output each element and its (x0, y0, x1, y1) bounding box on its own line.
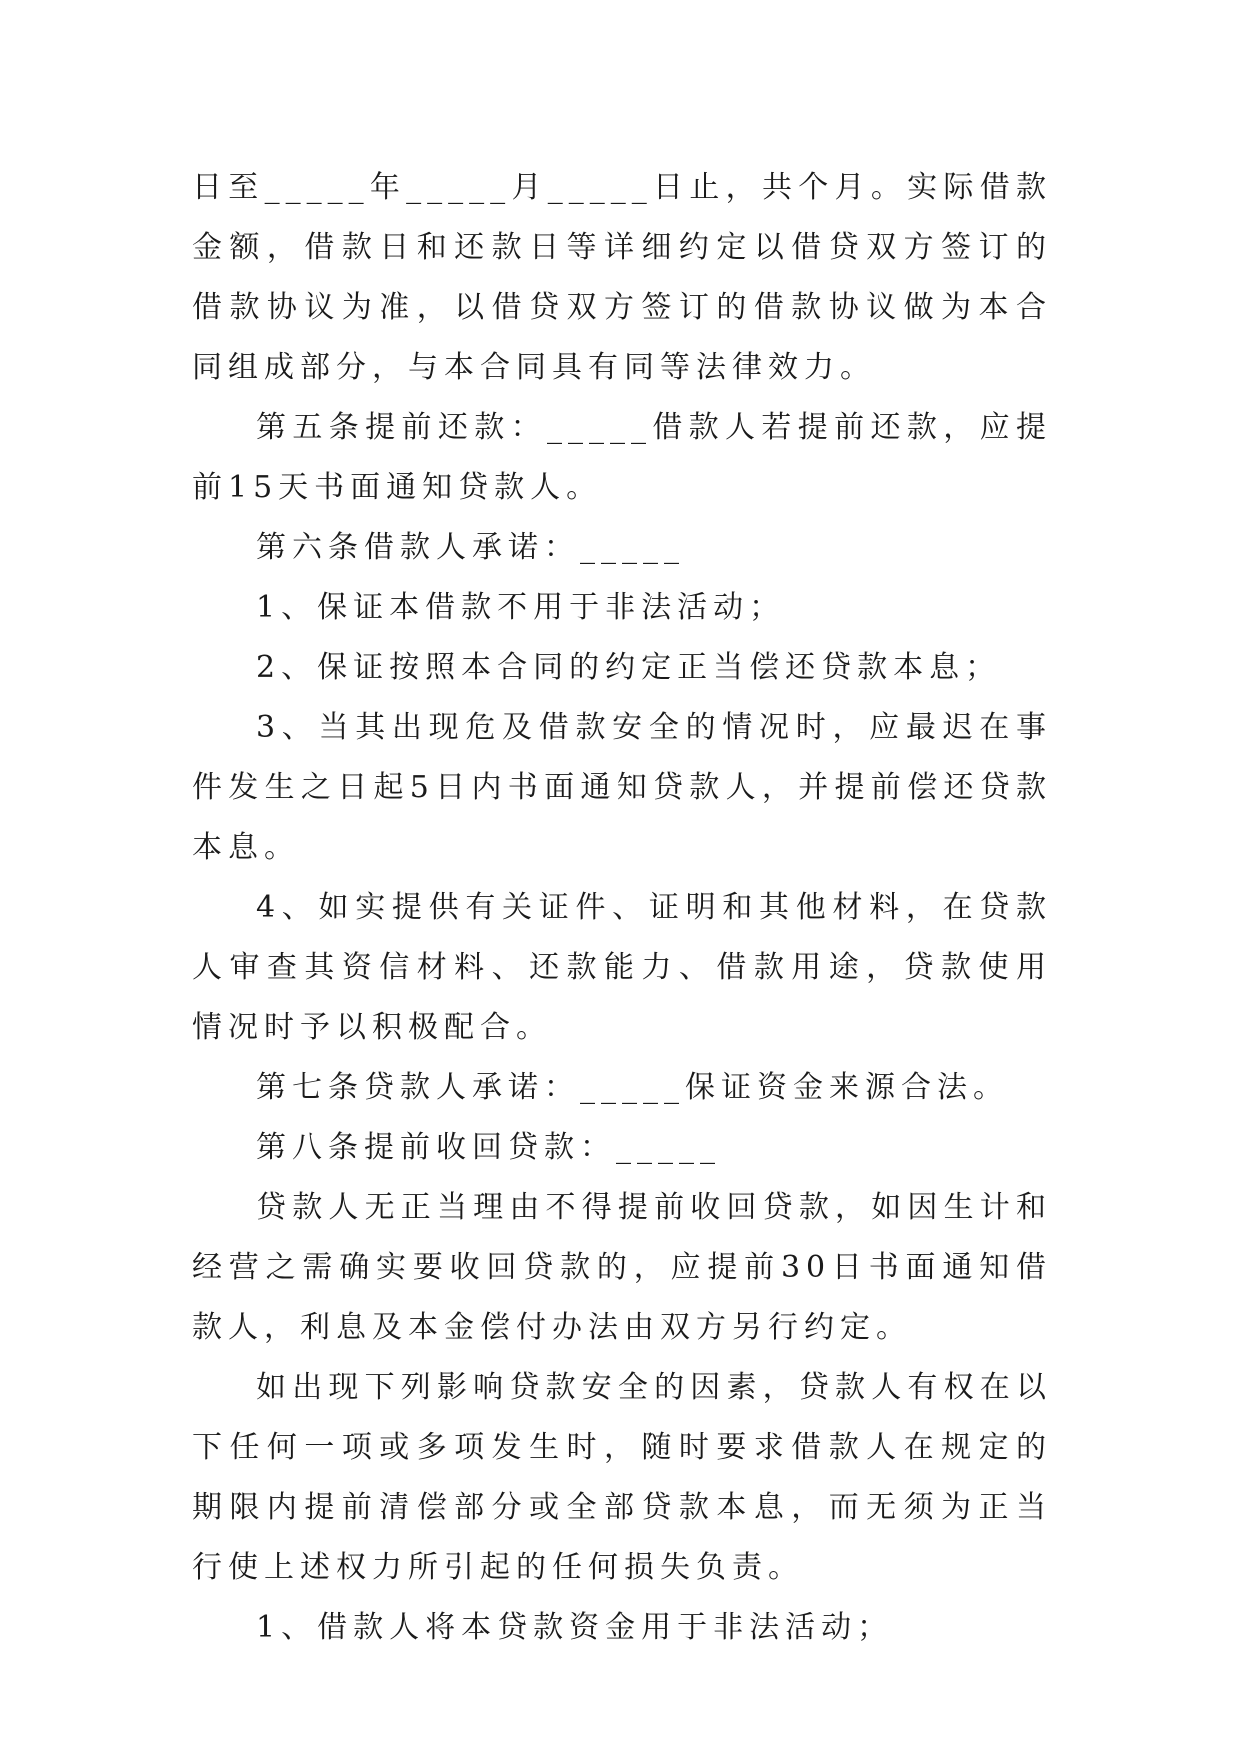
paragraph-article-8: 第八条提前收回贷款：_____ (256, 1130, 721, 1165)
paragraph-article-6-item-1: 1、保证本借款不用于非法活动； (256, 590, 786, 625)
paragraph-article-7: 第七条贷款人承诺：_____保证资金来源合法。 (256, 1070, 1009, 1105)
paragraph-article-6: 第六条借款人承诺：_____ (256, 530, 685, 565)
paragraph-article-6-item-2: 2、保证按照本合同的约定正当偿还贷款本息； (256, 650, 1002, 685)
paragraph-article-6-item-3: 3、当其出现危及借款安全的情况时，应最迟在事件发生之日起5日内书面通知贷款人，并提前偿还贷款本息。 (192, 710, 1052, 865)
document-body (192, 158, 1052, 1658)
paragraph-term-period: 日至_____年_____月_____日止，共个月。实际借款金额，借款日和还款日等详细约定以借贷双方签订的借款协议为准，以借贷双方签订的借款协议做为本合同组成部分，与本合同具有同等法律效力。 (192, 170, 1052, 385)
paragraph-article-5: 第五条提前还款：_____借款人若提前还款，应提前15天书面通知贷款人。 (192, 410, 1052, 505)
paragraph-article-8-early-recall: 贷款人无正当理由不得提前收回贷款，如因生计和经营之需确实要收回贷款的，应提前30日书面通知借款人，利息及本金偿付办法由双方另行约定。 (192, 1190, 1052, 1345)
paragraph-article-8-risk-factors: 如出现下列影响贷款安全的因素，贷款人有权在以下任何一项或多项发生时，随时要求借款人在规定的期限内提前清偿部分或全部贷款本息，而无须为正当行使上述权力所引起的任何损失负责。 (192, 1370, 1052, 1585)
paragraph-article-8-item-1: 1、借款人将本贷款资金用于非法活动； (256, 1610, 894, 1645)
paragraph-article-6-item-4: 4、如实提供有关证件、证明和其他材料，在贷款人审查其资信材料、还款能力、借款用途，贷款使用情况时予以积极配合。 (192, 890, 1052, 1045)
